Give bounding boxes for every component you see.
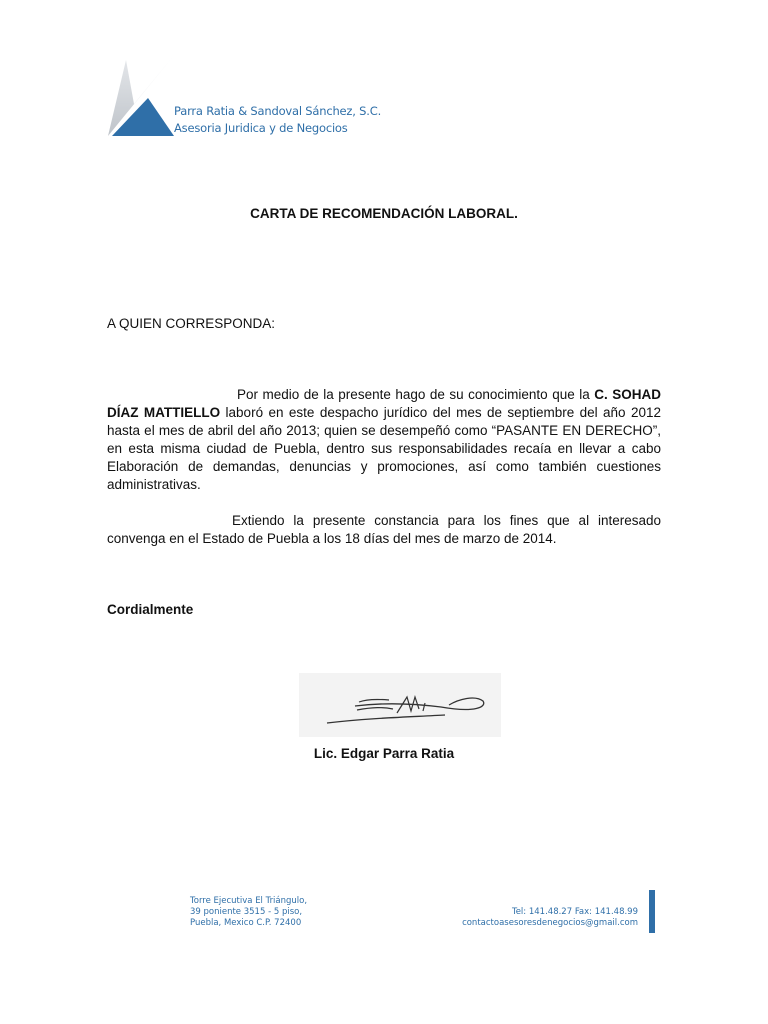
address-line-2: 39 poniente 3515 - 5 piso, bbox=[190, 907, 303, 917]
logo-emblem-icon bbox=[106, 46, 176, 142]
salutation: A QUIEN CORRESPONDA: bbox=[107, 316, 276, 331]
document-title: CARTA DE RECOMENDACIÓN LABORAL. bbox=[250, 206, 518, 221]
signer-name: Lic. Edgar Parra Ratia bbox=[313, 746, 455, 761]
company-name: Parra Ratia & Sandoval Sánchez, S.C. bbox=[174, 104, 382, 118]
phone-fax: Tel: 141.48.27 Fax: 141.48.99 bbox=[511, 907, 638, 917]
footer-accent-bar bbox=[649, 890, 655, 933]
signature-image bbox=[299, 673, 501, 737]
address-line-1: Torre Ejecutiva El Triángulo, bbox=[190, 896, 308, 906]
signature-scribble bbox=[299, 673, 501, 737]
body-paragraph-1 bbox=[107, 386, 661, 494]
p1-intro: Por medio de la presente hago de su conocimiento que la bbox=[237, 387, 595, 402]
p1-rest: laboró en este despacho jurídico del mes de septiembre del año 2012 hasta el mes de abril del año 2013; quien se desempeñó como “PASANTE EN DERECHO”, en esta misma ciudad de Puebla, dentro sus responsabilidades recaía en llevar a cabo Elaboración de demandas, denuncias y promociones, así como también cuestiones administrativas. bbox=[107, 405, 661, 492]
footer-address bbox=[190, 896, 307, 929]
company-tagline: Asesoria Juridica y de Negocios bbox=[174, 121, 348, 135]
contact-email: contactoasesoresdenegocios@gmail.com bbox=[462, 918, 638, 928]
footer-contact bbox=[462, 907, 638, 929]
closing: Cordialmente bbox=[107, 602, 194, 617]
candidate-name: C. SOHAD DÍAZ MATTIELLO bbox=[107, 387, 661, 420]
address-line-3: Puebla, Mexico C.P. 72400 bbox=[190, 918, 302, 928]
body-paragraph-2: Extiendo la presente constancia para los fines que al interesado convenga en el Estado de Puebla a los 18 días del mes de marzo de 2014. bbox=[107, 513, 661, 546]
company-logo bbox=[106, 46, 386, 142]
